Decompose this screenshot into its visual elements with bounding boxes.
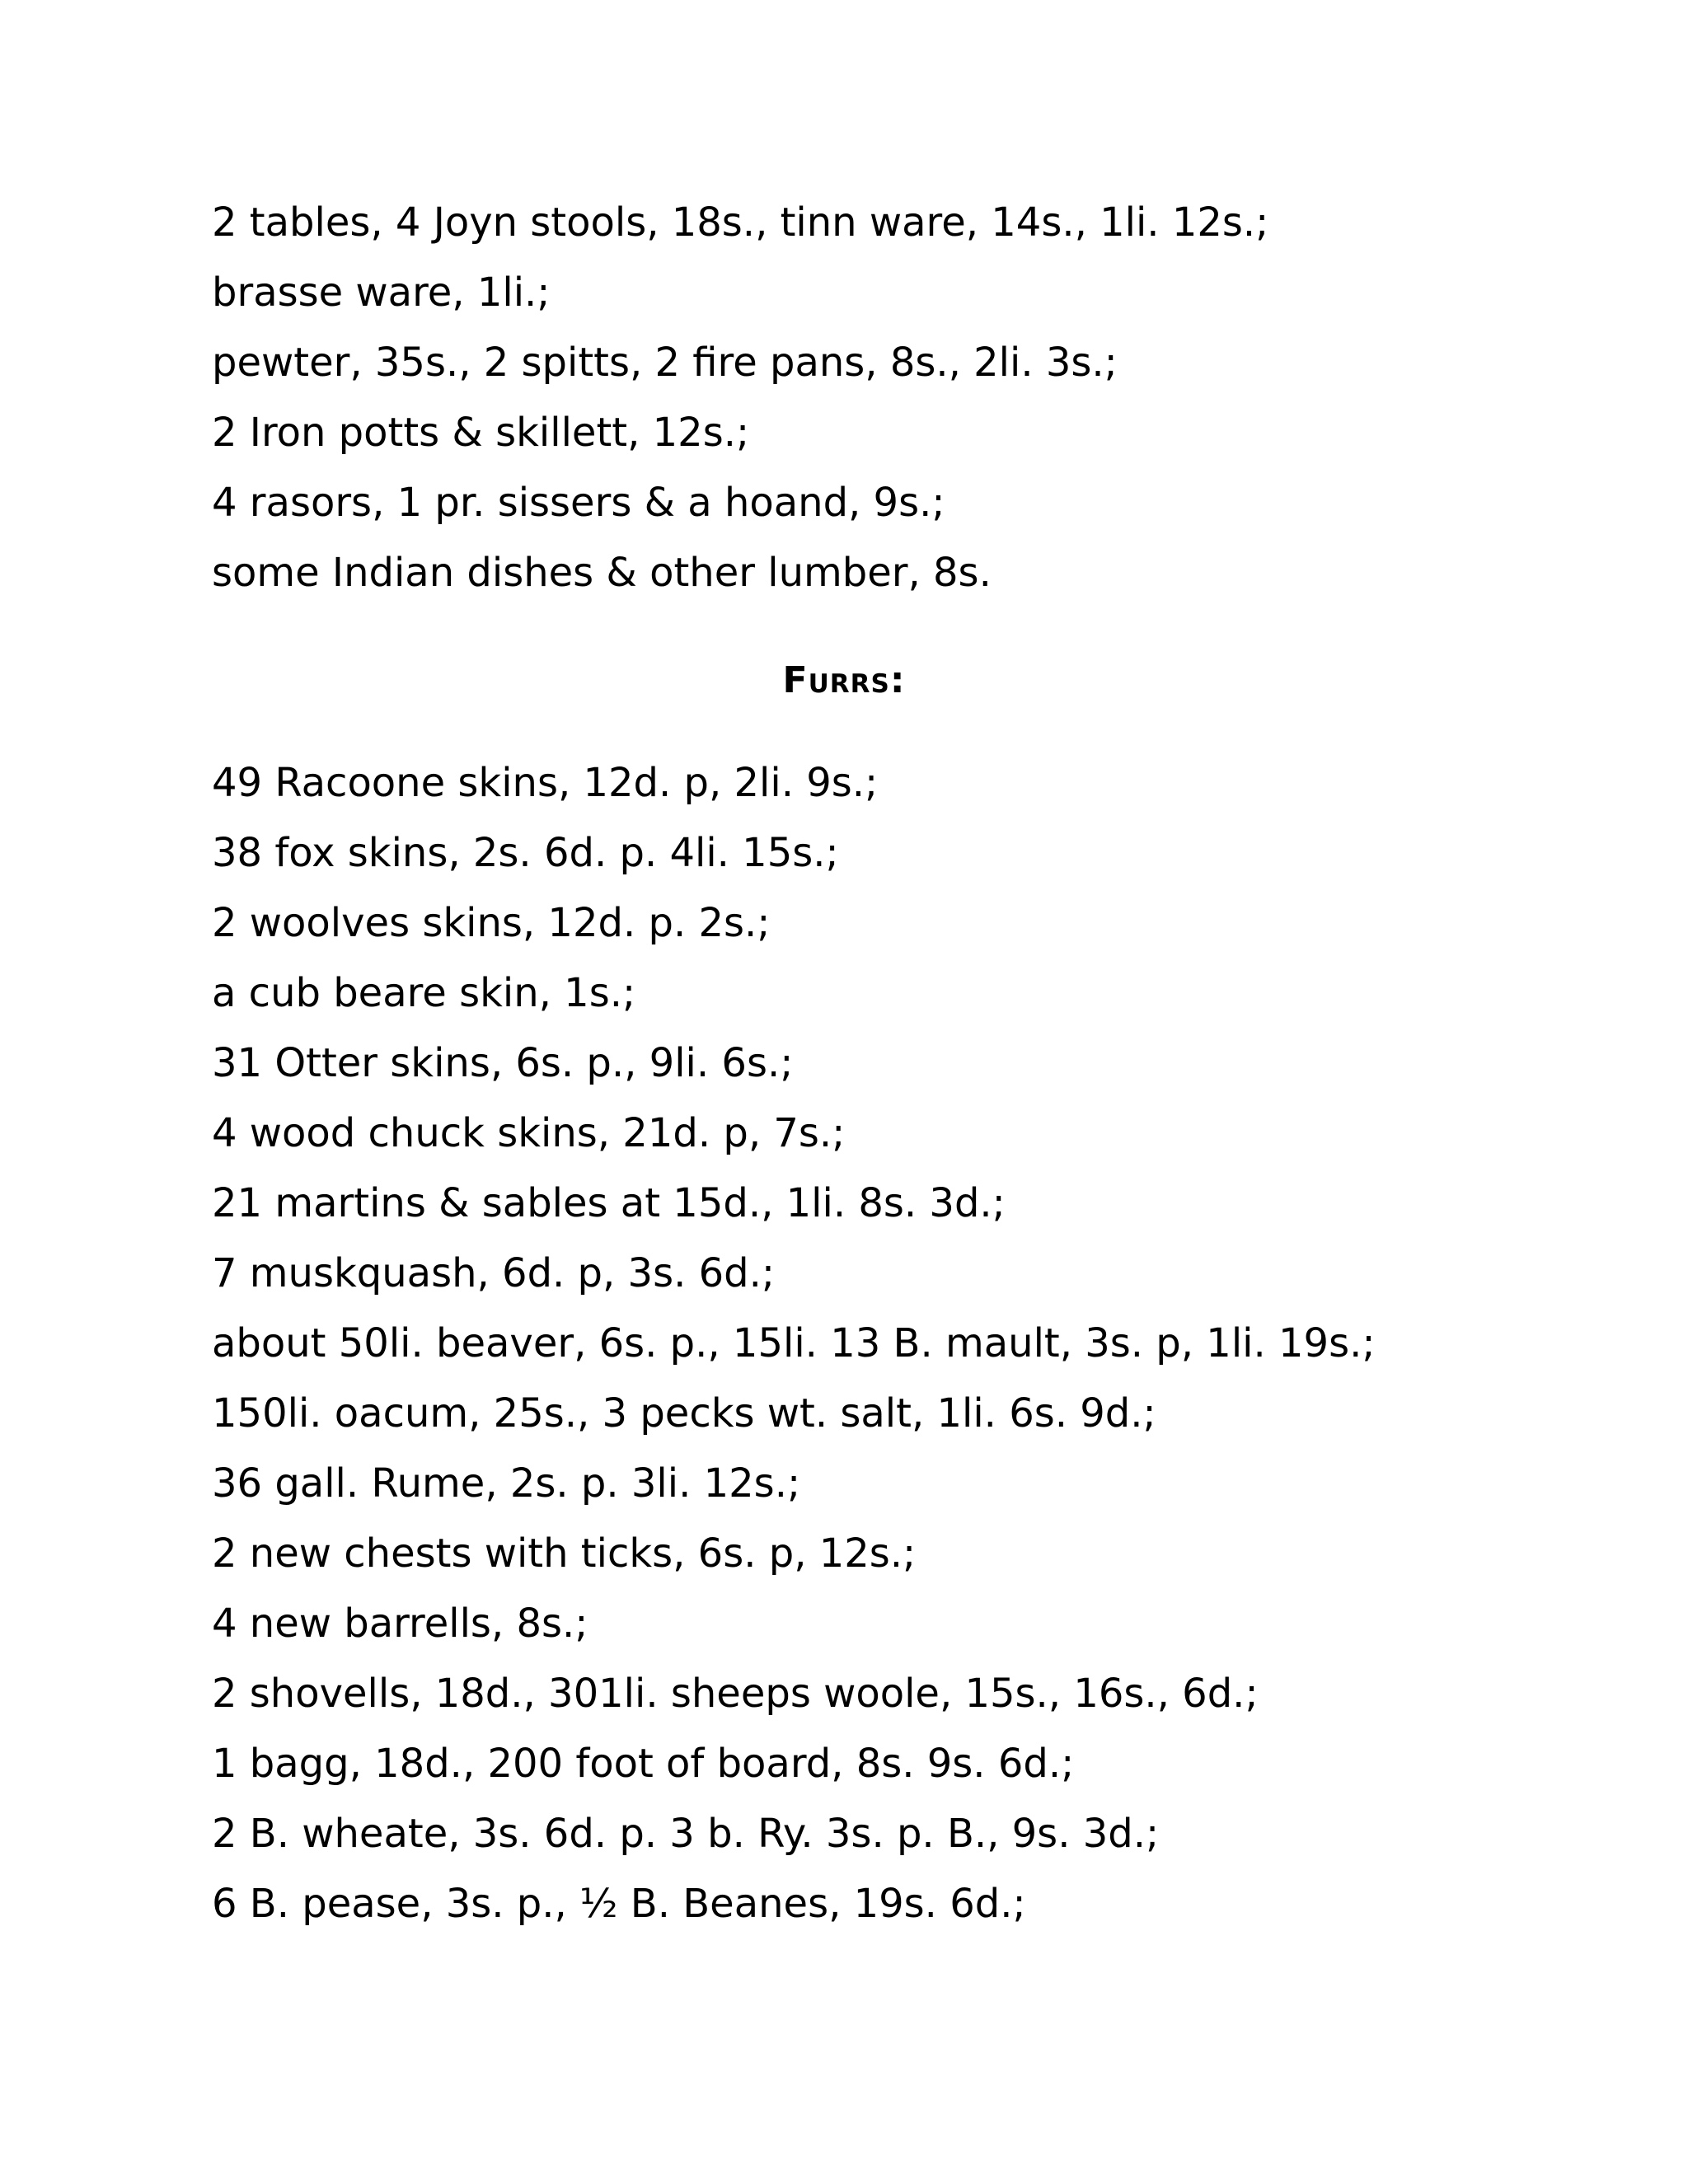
inventory-line: 150li. oacum, 25s., 3 pecks wt. salt, 1li. 6s. 9d.; xyxy=(212,1390,1156,1436)
inventory-line: 2 woolves skins, 12d. p. 2s.; xyxy=(212,900,771,946)
inventory-line: 4 wood chuck skins, 21d. p, 7s.; xyxy=(212,1110,846,1156)
inventory-line: about 50li. beaver, 6s. p., 15li. 13 B. mault, 3s. p, 1li. 19s.; xyxy=(212,1320,1376,1366)
inventory-line: 2 new chests with ticks, 6s. p, 12s.; xyxy=(212,1530,917,1577)
inventory-line: 4 rasors, 1 pr. sissers & a hoand, 9s.; xyxy=(212,480,945,526)
section-heading: Furrs: xyxy=(782,659,906,701)
inventory-line: a cub beare skin, 1s.; xyxy=(212,970,636,1016)
inventory-line: 49 Racoone skins, 12d. p, 2li. 9s.; xyxy=(212,760,879,806)
inventory-line: 38 fox skins, 2s. 6d. p. 4li. 15s.; xyxy=(212,830,839,876)
inventory-line: brasse ware, 1li.; xyxy=(212,269,551,316)
inventory-line: 7 muskquash, 6d. p, 3s. 6d.; xyxy=(212,1250,776,1296)
inventory-line: 2 Iron potts & skillett, 12s.; xyxy=(212,410,750,456)
inventory-line: 2 B. wheate, 3s. 6d. p. 3 b. Ry. 3s. p. B., 9s. 3d.; xyxy=(212,1811,1160,1857)
inventory-line: 21 martins & sables at 15d., 1li. 8s. 3d.; xyxy=(212,1180,1006,1226)
inventory-line: 2 shovells, 18d., 301li. sheeps woole, 15s., 16s., 6d.; xyxy=(212,1671,1259,1717)
inventory-line: 6 B. pease, 3s. p., ½ B. Beanes, 19s. 6d.; xyxy=(212,1881,1026,1927)
inventory-line: 4 new barrells, 8s.; xyxy=(212,1601,588,1647)
inventory-line: 1 bagg, 18d., 200 foot of board, 8s. 9s. 6d.; xyxy=(212,1741,1075,1787)
inventory-line: 2 tables, 4 Joyn stools, 18s., tinn ware, 14s., 1li. 12s.; xyxy=(212,199,1269,246)
inventory-line: 31 Otter skins, 6s. p., 9li. 6s.; xyxy=(212,1040,794,1086)
inventory-line: some Indian dishes & other lumber, 8s. xyxy=(212,550,992,596)
inventory-line: 36 gall. Rume, 2s. p. 3li. 12s.; xyxy=(212,1460,801,1507)
inventory-line: pewter, 35s., 2 spitts, 2 fire pans, 8s., 2li. 3s.; xyxy=(212,340,1118,386)
